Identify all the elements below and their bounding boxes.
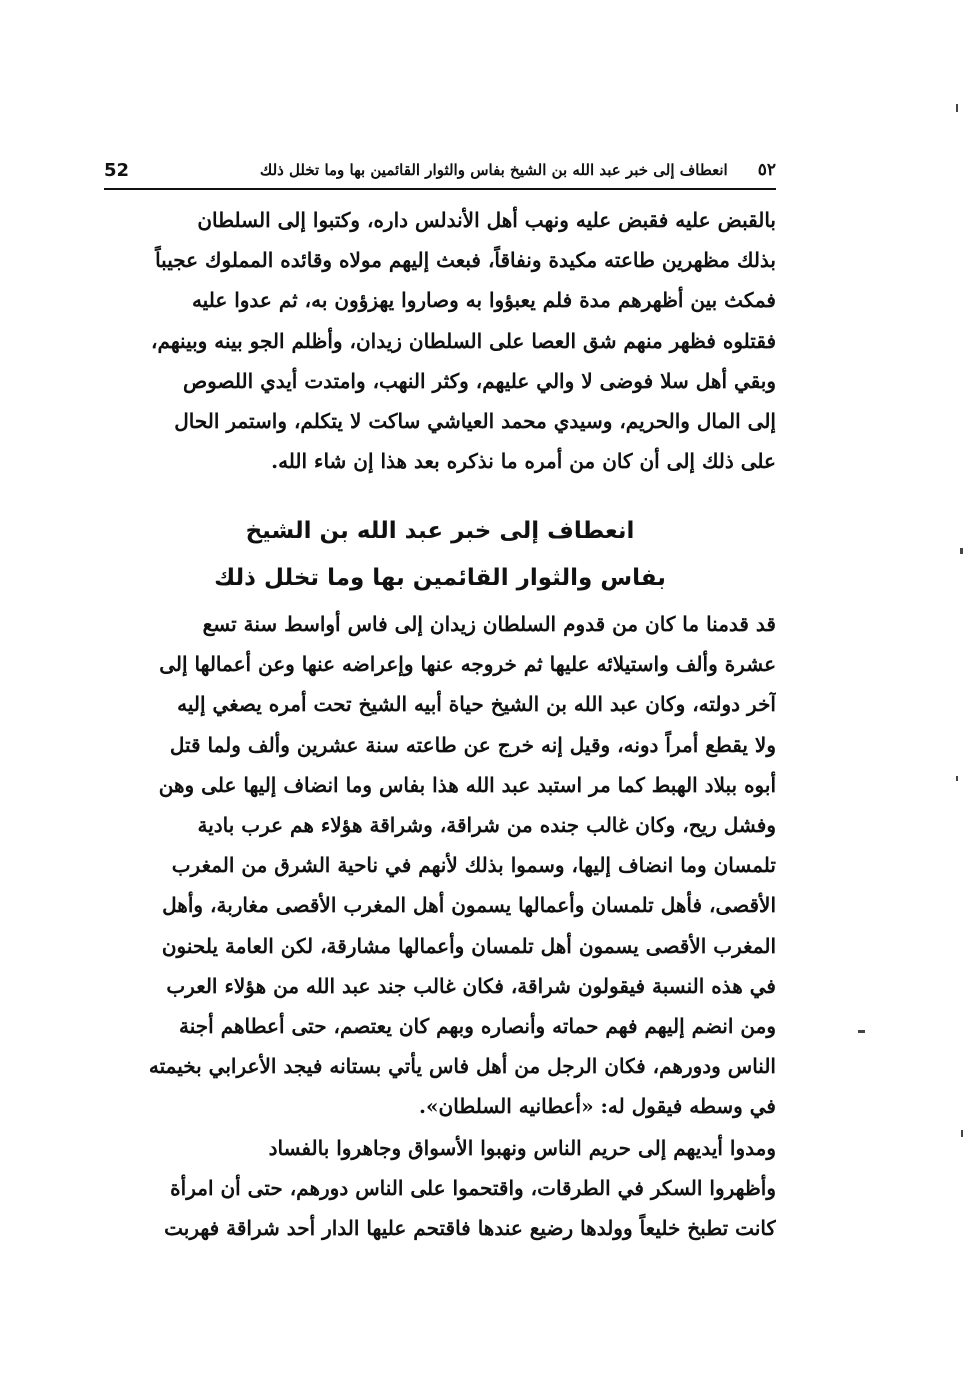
page-number-latin: 52 — [104, 159, 130, 181]
text-line: بذلك مظهرين طاعته مكيدة ونفاقاً، فبعث إليهم مولاه وقائده المملوك عجيباً — [155, 248, 776, 273]
text-line: الناس ودورهم، فكان الرجل من أهل فاس يأتي بستانه فيجد الأعرابي بخيمته — [148, 1054, 776, 1079]
text-line: ومن انضم إليهم فهم حماته وأنصاره وبهم كان يعتصم، حتى أعطاهم أجنة — [179, 1014, 776, 1039]
text-line: فمكث بين أظهرهم مدة فلم يعبؤوا به وصاروا يهزؤون به، ثم عدوا عليه — [191, 288, 776, 313]
text-line: آخر دولته، وكان عبد الله بن الشيخ حياة أبيه الشيخ تحت أمره يصغي إليه — [177, 692, 776, 717]
section-heading-line-2: بفاس والثوار القائمين بها وما تخلل ذلك — [214, 565, 666, 591]
text-line: قد قدمنا ما كان من قدوم السلطان زيدان إلى فاس أواسط سنة تسع — [202, 612, 776, 636]
text-line: كانت تطبخ خليعاً وولدها رضيع عندها فاقتحم عليها الدار أحد شراقة فهربت — [164, 1216, 776, 1241]
section-heading — [104, 508, 776, 602]
text-line: عشرة وألف واستيلائه عليها ثم خروجه عنها وإعراضه عنها وعن أعمالها إلى — [159, 652, 776, 677]
text-line: على ذلك إلى أن كان من أمره ما نذكره بعد هذا إن شاء الله. — [271, 449, 776, 474]
text-line: وبقي أهل سلا فوضى لا والي عليهم، وكثر النهب، وامتدت أيدي اللصوص — [183, 368, 776, 393]
text-line: ولا يقطع أمراً دونه، وقيل إنه خرج عن طاعته سنة عشرين وألف ولما قتل — [169, 732, 776, 757]
scan-speck — [956, 104, 958, 112]
text-line: تلمسان وما انضاف إليها، وسموا بذلك لأنهم في ناحية الشرق من المغرب — [171, 853, 776, 878]
running-header — [104, 152, 776, 190]
scan-speck — [956, 776, 958, 781]
page-number-arabic: ٥٢ — [757, 160, 776, 180]
text-line: في وسطه فيقول له: «أعطانيه السلطان». — [419, 1094, 776, 1119]
paragraph-main — [104, 604, 776, 1127]
text-line: في هذه النسبة فيقولون شراقة، فكان غالب جند عبد الله من هؤلاء العرب — [166, 973, 776, 998]
scan-speck — [960, 548, 963, 554]
paragraph-continuation — [104, 200, 776, 481]
paragraph-final — [104, 1128, 776, 1249]
scan-speck — [858, 1030, 865, 1033]
text-line: أبوه ببلاد الهبط كما مر استبد عبد الله هذا بفاس وما انضاف إليها على وهن — [158, 772, 776, 797]
text-line: ومدوا أيديهم إلى حريم الناس ونهبوا الأسواق وجاهروا بالفساد — [268, 1136, 776, 1160]
text-line: بالقبض عليه فقبض عليه ونهب أهل الأندلس داره، وكتبوا إلى السلطان — [197, 208, 776, 232]
scan-speck — [961, 1130, 963, 1137]
text-line: فقتلوه فظهر منهم شق العصا على السلطان زيدان، وأظلم الجو بينه وبينهم، — [151, 328, 776, 353]
text-line: إلى المال والحريم، وسيدي محمد العياشي ساكت لا يتكلم، واستمر الحال — [174, 409, 776, 434]
running-title: انعطاف إلى خبر عبد الله بن الشيخ بفاس والثوار القائمين بها وما تخلل ذلك — [259, 161, 728, 179]
section-heading-line-1: انعطاف إلى خبر عبد الله بن الشيخ — [245, 518, 635, 544]
text-line: الأقصى، فأهل تلمسان وأعمالها يسمون أهل المغرب الأقصى مغاربة، وأهل — [162, 893, 776, 918]
text-line: المغرب الأقصى يسمون أهل تلمسان وأعمالها مشارقة، لكن العامة يلحنون — [161, 933, 776, 958]
text-line: وفشل ريح، وكان غالب جنده من شراقة، وشراقة هؤلاء هم عرب بادية — [197, 813, 776, 838]
text-line: وأظهروا السكر في الطرقات، واقتحموا على الناس دورهم، حتى أن امرأة — [170, 1176, 776, 1201]
